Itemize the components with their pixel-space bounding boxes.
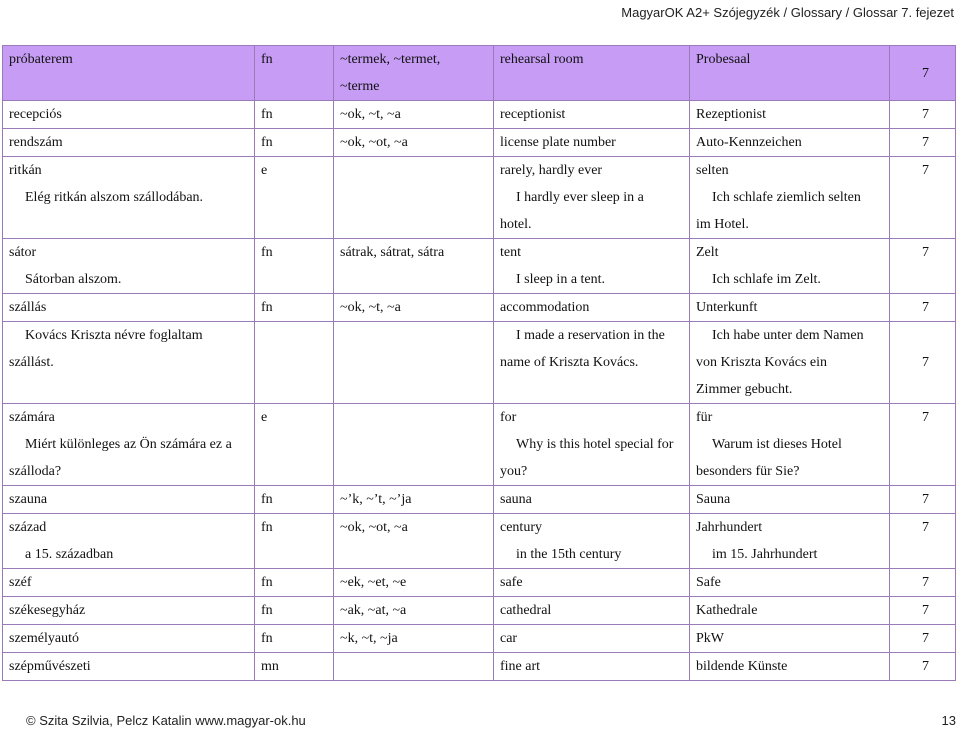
chapter-number: 7 [890, 569, 956, 597]
chapter-number: 7 [890, 597, 956, 625]
headword-cell [3, 239, 255, 294]
chapter-number: 7 [890, 294, 956, 322]
part-of-speech [255, 322, 334, 404]
part-of-speech: e [255, 404, 334, 486]
english-translation: rehearsal room [494, 46, 690, 101]
example-german-cont: besonders für Sie? [696, 464, 800, 479]
english-translation: accommodation [494, 294, 690, 322]
german-translation: für [696, 410, 713, 425]
chapter-number: 7 [890, 46, 956, 101]
table-row [3, 157, 956, 239]
german-translation-cell [690, 404, 890, 486]
german-translation-cell [690, 157, 890, 239]
english-translation-cell [494, 239, 690, 294]
table-row [3, 129, 956, 157]
chapter-number: 7 [890, 157, 956, 239]
chapter-number: 7 [890, 625, 956, 653]
table-row [3, 404, 956, 486]
english-translation: century [500, 520, 542, 535]
table-row [3, 569, 956, 597]
word-forms [334, 653, 494, 681]
part-of-speech: fn [255, 625, 334, 653]
part-of-speech: fn [255, 46, 334, 101]
headword: század [9, 520, 47, 535]
page-header: MagyarOK A2+ Szójegyzék / Glossary / Glossar 7. fejezet [621, 5, 954, 20]
headword: recepciós [3, 101, 255, 129]
english-translation: car [494, 625, 690, 653]
english-translation: cathedral [494, 597, 690, 625]
example-german-cont: Zimmer gebucht. [696, 382, 793, 397]
table-row [3, 322, 956, 404]
part-of-speech: e [255, 157, 334, 239]
word-forms-line: ~termek, ~termet, [340, 52, 441, 67]
word-forms [334, 322, 494, 404]
example-hungarian-cont: szállást. [9, 355, 54, 370]
chapter-number: 7 [890, 653, 956, 681]
headword: ritkán [9, 163, 42, 178]
part-of-speech: fn [255, 294, 334, 322]
german-translation-cell [690, 514, 890, 569]
english-translation: tent [500, 245, 521, 260]
word-forms [334, 404, 494, 486]
english-translation-cell [494, 514, 690, 569]
example-hungarian-cont: szálloda? [9, 464, 62, 479]
german-translation: Safe [690, 569, 890, 597]
word-forms: ~’k, ~’t, ~’ja [334, 486, 494, 514]
headword: rendszám [3, 129, 255, 157]
chapter-number: 7 [890, 486, 956, 514]
headword: próbaterem [3, 46, 255, 101]
example-german: Ich habe unter dem Namen [712, 328, 864, 343]
word-forms: ~ek, ~et, ~e [334, 569, 494, 597]
table-row [3, 625, 956, 653]
chapter-number: 7 [890, 101, 956, 129]
part-of-speech: fn [255, 239, 334, 294]
english-translation: fine art [494, 653, 690, 681]
example-english: in the 15th century [516, 547, 622, 562]
german-translation: Kathedrale [690, 597, 890, 625]
table-row [3, 653, 956, 681]
example-english: I sleep in a tent. [516, 272, 606, 287]
word-forms [334, 46, 494, 101]
word-forms: ~ok, ~t, ~a [334, 101, 494, 129]
example-german: im 15. Jahrhundert [712, 547, 818, 562]
table-row [3, 101, 956, 129]
english-translation: sauna [494, 486, 690, 514]
example-english-cell [494, 322, 690, 404]
german-translation: Jahrhundert [696, 520, 763, 535]
english-translation: rarely, hardly ever [500, 163, 603, 178]
part-of-speech: fn [255, 486, 334, 514]
example-english-cont: name of Kriszta Kovács. [500, 355, 639, 370]
page-number: 13 [941, 713, 956, 728]
word-forms: ~k, ~t, ~ja [334, 625, 494, 653]
part-of-speech: fn [255, 514, 334, 569]
headword: sátor [9, 245, 37, 260]
german-translation: Zelt [696, 245, 719, 260]
german-translation: Sauna [690, 486, 890, 514]
example-english: I made a reservation in the [516, 328, 665, 343]
table-row [3, 514, 956, 569]
english-translation-cell [494, 404, 690, 486]
headword: szállás [3, 294, 255, 322]
chapter-number: 7 [890, 514, 956, 569]
word-forms: ~ok, ~ot, ~a [334, 129, 494, 157]
part-of-speech: fn [255, 101, 334, 129]
example-german: Ich schlafe ziemlich selten [712, 190, 861, 205]
headword: székesegyház [3, 597, 255, 625]
example-english-cont: you? [500, 464, 528, 479]
headword: szépművészeti [3, 653, 255, 681]
english-translation: for [500, 410, 517, 425]
german-translation-cell [690, 239, 890, 294]
german-translation: Probesaal [690, 46, 890, 101]
footer-copyright: © Szita Szilvia, Pelcz Katalin www.magyar-ok.hu [26, 713, 306, 728]
headword: széf [3, 569, 255, 597]
headword: számára [9, 410, 55, 425]
example-german: Warum ist dieses Hotel [712, 437, 842, 452]
english-translation: safe [494, 569, 690, 597]
chapter-number: 7 [890, 239, 956, 294]
headword-cell [3, 157, 255, 239]
german-translation: PkW [690, 625, 890, 653]
chapter-number: 7 [890, 129, 956, 157]
english-translation-cell [494, 157, 690, 239]
chapter-number: 7 [890, 404, 956, 486]
example-german-cell [690, 322, 890, 404]
word-forms-line: ~terme [340, 79, 380, 94]
english-translation: receptionist [494, 101, 690, 129]
table-row [3, 46, 956, 101]
table-row [3, 294, 956, 322]
part-of-speech: fn [255, 129, 334, 157]
example-hungarian: Miért különleges az Ön számára ez a [25, 437, 232, 452]
word-forms: ~ok, ~t, ~a [334, 294, 494, 322]
example-english: Why is this hotel special for [516, 437, 674, 452]
glossary-table [2, 45, 956, 681]
example-hungarian: Sátorban alszom. [25, 272, 122, 287]
example-hungarian: Kovács Kriszta névre foglaltam [25, 328, 203, 343]
part-of-speech: fn [255, 597, 334, 625]
example-german: Ich schlafe im Zelt. [712, 272, 821, 287]
example-hungarian: Elég ritkán alszom szállodában. [25, 190, 204, 205]
headword: szauna [3, 486, 255, 514]
table-row [3, 597, 956, 625]
word-forms: ~ok, ~ot, ~a [334, 514, 494, 569]
example-english-cont: hotel. [500, 217, 532, 232]
part-of-speech: mn [255, 653, 334, 681]
german-translation: Unterkunft [690, 294, 890, 322]
example-german-cont: von Kriszta Kovács ein [696, 355, 828, 370]
table-row [3, 239, 956, 294]
table-row [3, 486, 956, 514]
example-english: I hardly ever sleep in a [516, 190, 644, 205]
part-of-speech: fn [255, 569, 334, 597]
german-translation: Auto-Kennzeichen [690, 129, 890, 157]
example-hungarian-cell [3, 322, 255, 404]
example-hungarian: a 15. században [25, 547, 114, 562]
headword-cell [3, 514, 255, 569]
german-translation: bildende Künste [690, 653, 890, 681]
word-forms: ~ak, ~at, ~a [334, 597, 494, 625]
headword-cell [3, 404, 255, 486]
example-german-cont: im Hotel. [696, 217, 749, 232]
english-translation: license plate number [494, 129, 690, 157]
headword: személyautó [3, 625, 255, 653]
chapter-number: 7 [890, 322, 956, 404]
word-forms: sátrak, sátrat, sátra [334, 239, 494, 294]
german-translation: selten [696, 163, 729, 178]
word-forms [334, 157, 494, 239]
german-translation: Rezeptionist [690, 101, 890, 129]
